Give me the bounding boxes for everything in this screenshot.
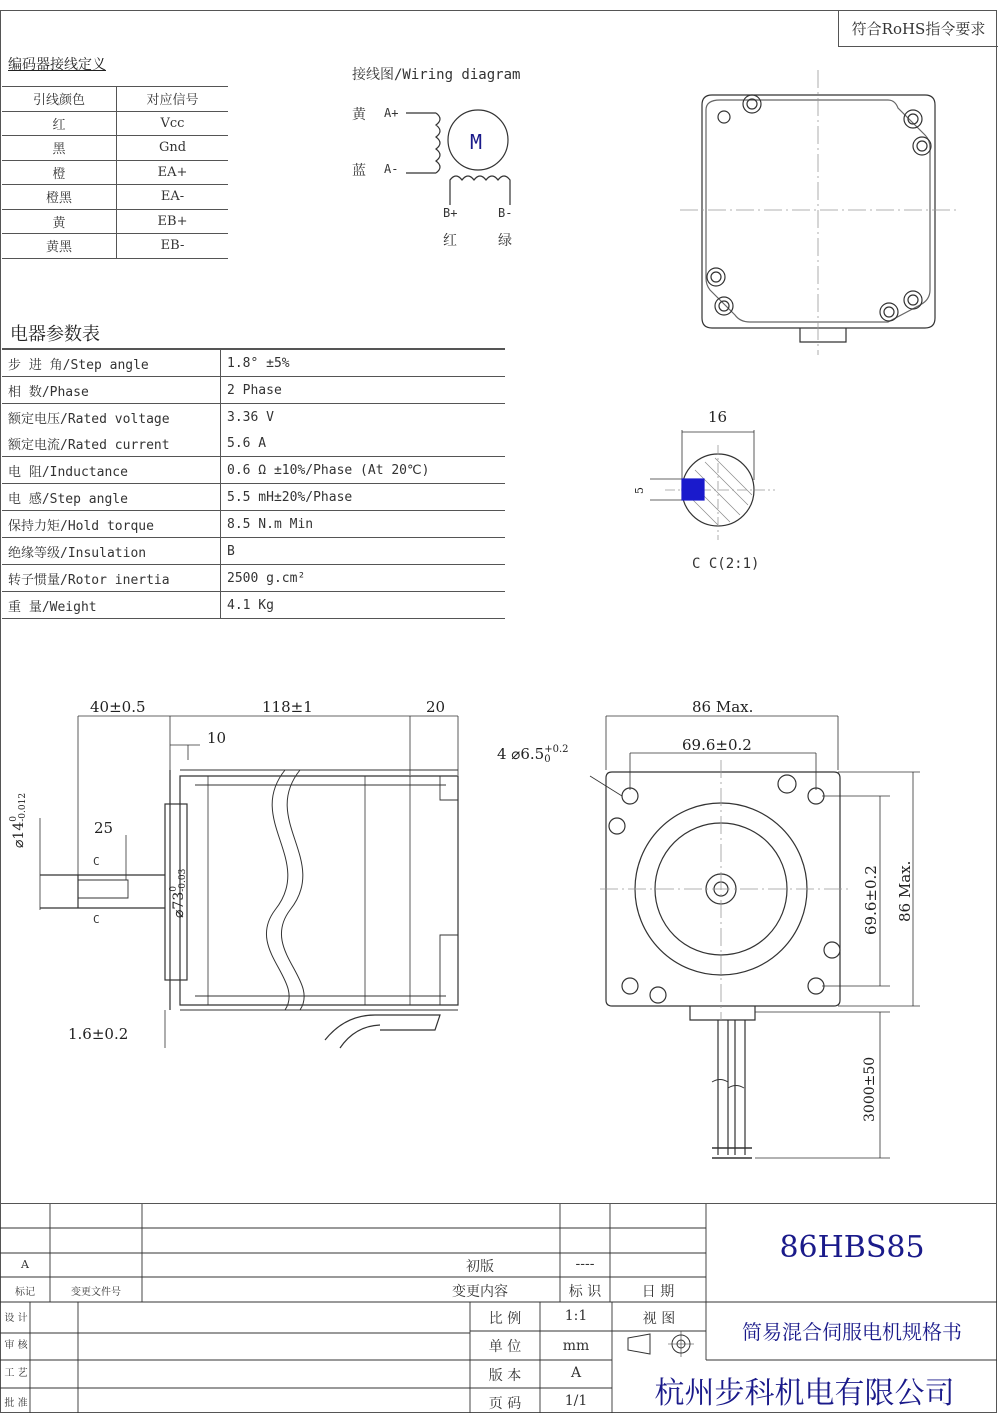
params-title: 电器参数表	[10, 324, 100, 345]
encoder-cell: Vcc	[117, 111, 229, 136]
dim-shaft-tol-lower: -0.012	[18, 792, 28, 822]
param-name: 绝缘等级/Insulation	[2, 538, 221, 565]
dim-holes-value: 4 ⌀6.5	[497, 745, 545, 763]
param-name: 电 阻/Inductance	[2, 457, 221, 484]
dim-vertical-spacing: 69.6±0.2	[862, 865, 880, 935]
tb-unit-value: mm	[562, 1338, 590, 1354]
encoder-title: 编码器接线定义	[8, 57, 106, 73]
encoder-cell: 黄	[2, 209, 117, 234]
dim-pilot-tol-lower: -0.03	[178, 868, 188, 892]
tb-design: 设 计	[4, 1313, 28, 1324]
dim-flat: 25	[94, 819, 114, 837]
wiring-b-minus: B-	[498, 206, 513, 220]
encoder-cell: 橙	[2, 160, 117, 185]
tb-view-label: 视 图	[642, 1311, 676, 1327]
dim-front-max: 86 Max.	[692, 698, 754, 716]
wiring-title: 接线图/Wiring diagram	[352, 67, 521, 83]
encoder-cell: EB-	[117, 234, 229, 259]
encoder-cell: 黑	[2, 136, 117, 161]
param-value: 2 Phase	[221, 377, 506, 404]
section-label: C C(2:1)	[692, 556, 760, 572]
param-name: 额定电流/Rated current	[2, 430, 221, 457]
encoder-cell: 红	[2, 111, 117, 136]
dim-vertical-max: 86 Max.	[896, 860, 914, 922]
encoder-cell: 橙黑	[2, 185, 117, 210]
tb-col-change-file: 变更文件号	[71, 1287, 121, 1298]
param-value: 2500 g.cm²	[221, 565, 506, 592]
tb-process: 工 艺	[4, 1368, 28, 1379]
wiring-motor-label: M	[470, 130, 483, 154]
section-mark-bottom: C	[93, 913, 100, 926]
param-value: 3.36 V	[227, 409, 274, 425]
dim-shaft-dia-value: ⌀14	[11, 821, 27, 848]
dim-pilot-dia-value: ⌀73	[171, 891, 187, 918]
param-value: 8.5 N.m Min	[221, 511, 506, 538]
dim-holes-tol-upper: +0.2	[544, 744, 569, 755]
param-value: 5.6 A	[221, 430, 506, 457]
param-value: 4.1 Kg	[221, 592, 506, 619]
param-name: 步 进 角/Step angle	[2, 349, 221, 377]
tb-scale-value: 1:1	[564, 1308, 588, 1324]
dim-lead-length: 3000±50	[862, 1056, 878, 1122]
dim-pilot-tol-upper: 0	[169, 886, 179, 892]
tb-col-date: 日 期	[641, 1284, 675, 1300]
encoder-cell: Gnd	[117, 136, 229, 161]
param-value: 0.6 Ω ±10%/Phase (At 20℃)	[221, 457, 506, 484]
dim-flange: 1.6±0.2	[68, 1025, 129, 1043]
rohs-note: 符合RoHS指令要求	[838, 10, 998, 47]
encoder-header-signal: 对应信号	[117, 87, 229, 112]
tb-approve: 批 准	[4, 1398, 28, 1409]
encoder-cell: EA+	[117, 160, 229, 185]
param-name: 电 感/Step angle	[2, 484, 221, 511]
tb-version-label: 版 本	[488, 1368, 522, 1384]
encoder-cell: EA-	[117, 185, 229, 210]
dim-body-length: 118±1	[262, 698, 313, 716]
encoder-header-color: 引线颜色	[2, 87, 117, 112]
tb-col-sign: 标 识	[568, 1284, 602, 1300]
tb-page-label: 页 码	[488, 1396, 522, 1412]
tb-first-edition: 初版	[466, 1259, 494, 1275]
wiring-b-plus-color: 红	[443, 233, 457, 249]
param-value: B	[221, 538, 506, 565]
tb-version-value: A	[570, 1365, 582, 1381]
dim-shaft-length: 40±0.5	[90, 698, 146, 716]
tb-page-value: 1/1	[564, 1393, 588, 1409]
param-name: 额定电压/Rated voltage	[2, 404, 221, 431]
encoder-cell: EB+	[117, 209, 229, 234]
section-dim-key: 5	[633, 487, 646, 494]
tb-scale-label: 比 例	[488, 1311, 522, 1327]
tb-col-change-content: 变更内容	[452, 1284, 508, 1300]
param-name: 转子惯量/Rotor inertia	[2, 565, 221, 592]
tb-col-mark: 标记	[15, 1287, 35, 1298]
tb-unit-label: 单 位	[488, 1339, 522, 1355]
section-mark-top: C	[93, 855, 100, 868]
document-title: 简易混合伺服电机规格书	[742, 1320, 962, 1344]
param-value: 1.8° ±5%	[221, 349, 506, 377]
param-name: 保持力矩/Hold torque	[2, 511, 221, 538]
model-number: 86HBS85	[779, 1230, 925, 1265]
dim-hole-spacing: 69.6±0.2	[682, 736, 752, 754]
param-name: 重 量/Weight	[2, 592, 221, 619]
tb-check: 审 核	[4, 1340, 28, 1351]
wiring-a-plus-color: 黄	[352, 107, 366, 123]
dim-shaft-tol-upper: 0	[9, 816, 19, 822]
wiring-a-minus-color: 蓝	[352, 163, 366, 179]
section-dim-width: 16	[708, 408, 728, 426]
wiring-b-minus-color: 绿	[498, 233, 512, 249]
dim-boss: 10	[207, 729, 227, 747]
company-name: 杭州步科机电有限公司	[654, 1376, 955, 1411]
tb-dashes: ----	[575, 1256, 595, 1272]
encoder-cell: 黄黑	[2, 234, 117, 259]
param-value: 5.5 mH±20%/Phase	[221, 484, 506, 511]
dim-holes-tol-lower: 0	[544, 754, 551, 765]
wiring-b-plus: B+	[443, 206, 458, 220]
wiring-a-minus: A-	[384, 162, 399, 176]
param-name: 相 数/Phase	[2, 377, 221, 404]
tb-row-mark: A	[21, 1258, 29, 1271]
dim-rear: 20	[426, 698, 446, 716]
wiring-a-plus: A+	[384, 106, 399, 120]
